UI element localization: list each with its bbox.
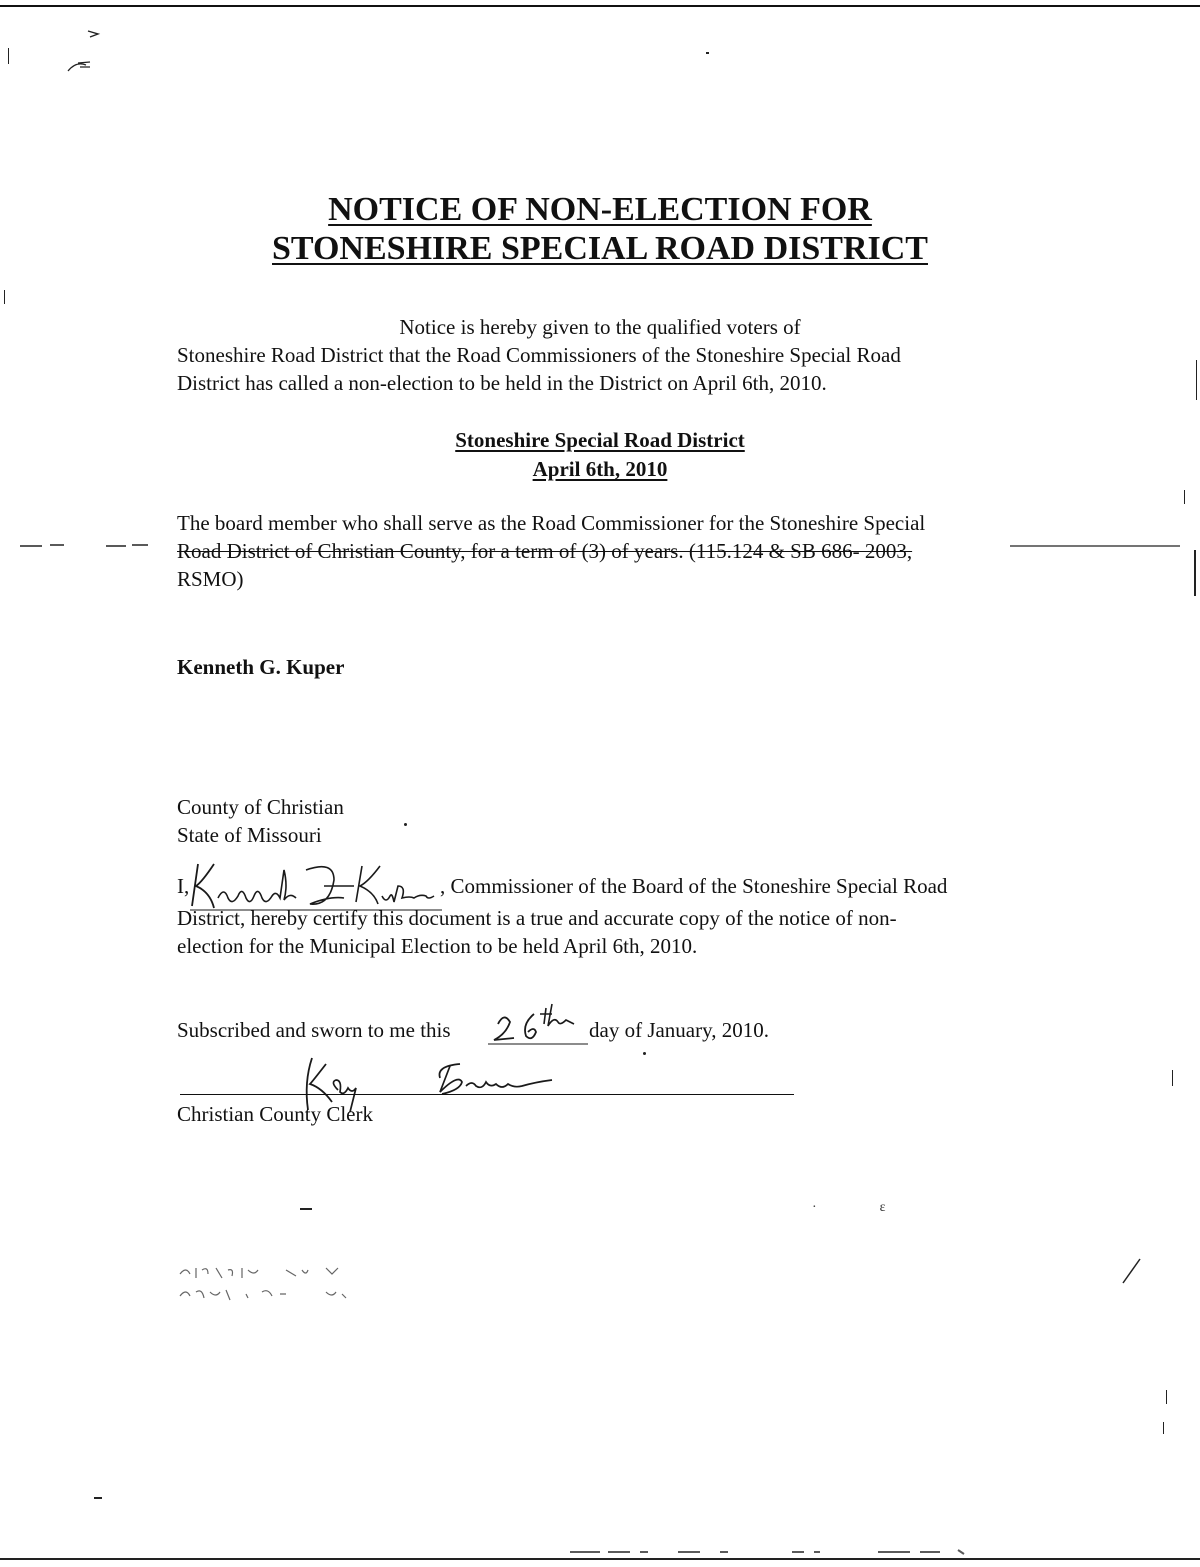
board-line2: Road District of Christian County, for a term of (3) of years. (115.124 & SB 686- 2003, — [177, 539, 913, 563]
scan-mark — [300, 1208, 312, 1210]
scan-mark — [1184, 490, 1185, 504]
sworn-day-handwritten — [488, 1000, 590, 1048]
page-border-top — [0, 5, 1200, 7]
scan-mark — [1172, 1070, 1173, 1086]
top-left-scribble — [60, 25, 110, 75]
bleed-through-stamp — [176, 1262, 376, 1318]
scan-mark — [4, 290, 5, 304]
certification-line1: , Commissioner of the Board of the Stoneshire Special Road — [440, 874, 948, 898]
scan-mark — [94, 1497, 102, 1499]
candidate-name: Kenneth G. Kuper — [177, 655, 345, 679]
certification-line3: election for the Municipal Election to be held April 6th, 2010. — [177, 934, 698, 958]
clerk-title: Christian County Clerk — [177, 1102, 373, 1126]
document-title-line1: NOTICE OF NON-ELECTION FOR — [328, 191, 872, 228]
certification-prefix: I, — [177, 874, 190, 898]
slash-mark — [1120, 1256, 1144, 1286]
subheading-date: April 6th, 2010 — [532, 457, 668, 481]
notice-line3: District has called a non-election to be held in the District on April 6th, 2010. — [177, 371, 827, 395]
scan-mark — [8, 48, 9, 64]
document-title-line2: STONESHIRE SPECIAL ROAD DISTRICT — [272, 230, 928, 267]
venue-state: State of Missouri — [177, 823, 322, 847]
sworn-suffix: day of January, 2010. — [589, 1018, 770, 1042]
sworn-prefix: Subscribed and sworn to me this — [177, 1018, 451, 1042]
page-border-bottom — [0, 1558, 1200, 1560]
clerk-signature-line — [180, 1094, 794, 1095]
board-line3: RSMO) — [177, 567, 244, 591]
venue-county: County of Christian — [177, 795, 344, 819]
scan-mark — [1163, 1422, 1164, 1434]
scan-mark — [404, 823, 407, 826]
bleed-through-mark: · ε — [812, 1200, 886, 1215]
notice-line1: Notice is hereby given to the qualified voters of — [399, 315, 801, 339]
subheading-district: Stoneshire Special Road District — [455, 428, 745, 452]
notice-line2: Stoneshire Road District that the Road Commissioners of the Stoneshire Special Road — [177, 343, 901, 367]
board-line1: The board member who shall serve as the Road Commissioner for the Stoneshire Special — [177, 511, 926, 535]
scan-mark — [1196, 360, 1197, 400]
scan-mark — [643, 1052, 646, 1055]
scan-mark — [706, 52, 709, 54]
scan-mark — [1166, 1390, 1167, 1404]
certification-line2: District, hereby certify this document is a true and accurate copy of the notice of non- — [177, 906, 897, 930]
bottom-edge-marks — [560, 1540, 980, 1558]
scan-mark — [1194, 550, 1196, 596]
